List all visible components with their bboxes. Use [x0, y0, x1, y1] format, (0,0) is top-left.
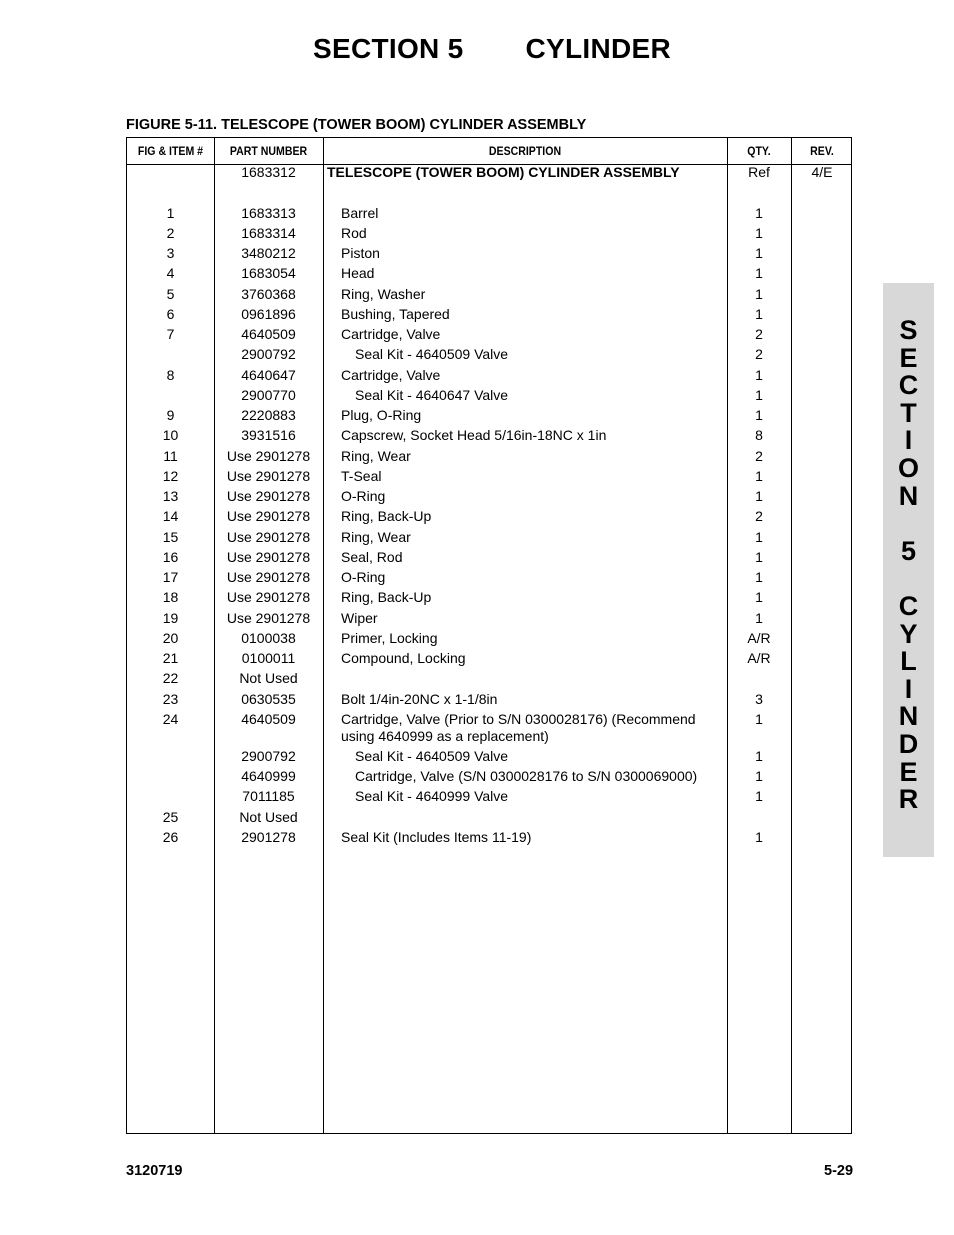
- part-number-cell: Not Used: [239, 808, 298, 825]
- item-number-cell: 7: [166, 326, 175, 342]
- part-number-cell: 2220883: [241, 407, 296, 423]
- page-number: 5-29: [824, 1163, 854, 1179]
- description-cell: Seal, Rod: [341, 548, 403, 565]
- description-cell: Ring, Washer: [341, 285, 426, 302]
- section-name: CYLINDER: [525, 33, 672, 64]
- part-number-cell: 2900792: [241, 346, 296, 363]
- table-row: [127, 529, 851, 549]
- table-row: [127, 407, 851, 427]
- description-cell: Head: [341, 265, 375, 282]
- part-number-cell: 0100038: [241, 629, 296, 646]
- qty-cell: 2: [755, 508, 763, 525]
- document-number: 3120719: [126, 1163, 183, 1179]
- description-cell: Ring, Back-Up: [341, 508, 432, 525]
- description-cell: Seal Kit - 4640999 Valve: [355, 788, 509, 805]
- part-number-cell: Use 2901278: [226, 447, 311, 464]
- description-cell: Seal Kit - 4640509 Valve: [355, 747, 509, 764]
- table-row: [127, 569, 851, 589]
- item-number-cell: 26: [162, 828, 179, 845]
- part-number-cell: 7011185: [242, 788, 295, 805]
- table-header: [127, 138, 851, 165]
- qty-cell: 1: [755, 224, 763, 241]
- header-fig-item: FIG & ITEM #: [137, 144, 204, 158]
- qty-cell: 1: [755, 204, 763, 221]
- table-row: [127, 205, 851, 225]
- part-number-cell: 4640509: [241, 326, 296, 342]
- qty-cell: 1: [755, 589, 763, 606]
- qty-cell: 1: [755, 548, 763, 565]
- part-number-cell: 3760368: [241, 285, 296, 302]
- part-number-cell: Use 2901278: [226, 609, 311, 626]
- item-number-cell: 12: [162, 467, 179, 484]
- table-row: [127, 589, 851, 609]
- side-tab-letter: 5: [900, 535, 917, 566]
- item-number-cell: 6: [166, 305, 175, 322]
- description-cell: O-Ring: [341, 488, 386, 504]
- description-cell: Piston: [341, 245, 380, 261]
- table-row: [127, 367, 851, 387]
- table-row: [127, 245, 851, 265]
- side-tab-letter: L: [900, 646, 917, 677]
- side-tab-letter: T: [900, 397, 917, 428]
- item-number-cell: 5: [166, 285, 175, 302]
- side-tab-letter: E: [899, 342, 918, 373]
- table-row: [127, 610, 851, 630]
- description-cell: Cartridge, Valve: [341, 326, 441, 342]
- table-body: [127, 164, 851, 849]
- side-tab-letter: R: [898, 784, 919, 815]
- item-number-cell: 25: [162, 808, 179, 825]
- qty-cell: A/R: [747, 629, 771, 646]
- description-cell: Cartridge, Valve (S/N 0300028176 to S/N 0300069000): [355, 768, 698, 784]
- side-tab-letter: I: [904, 425, 913, 456]
- parts-table: [126, 137, 852, 1134]
- description-cell: Plug, O-Ring: [341, 407, 422, 423]
- item-number-cell: 2: [166, 224, 175, 241]
- qty-cell: 1: [755, 710, 763, 727]
- item-number-cell: 13: [162, 488, 179, 504]
- description-cell: Compound, Locking: [341, 650, 466, 666]
- table-row: [127, 164, 851, 184]
- table-row: [127, 468, 851, 488]
- side-tab-letter: C: [898, 370, 919, 401]
- side-tab-letter: N: [898, 701, 919, 732]
- header-rev: REV.: [810, 144, 834, 158]
- qty-cell: 1: [755, 265, 763, 282]
- part-number-cell: 0961896: [241, 305, 296, 322]
- table-row: [127, 691, 851, 711]
- qty-cell: 1: [755, 747, 763, 764]
- section-side-tab: [883, 283, 934, 857]
- description-cell: Ring, Wear: [341, 528, 411, 545]
- description-cell: Ring, Wear: [341, 447, 411, 464]
- figure-title: FIGURE 5-11. TELESCOPE (TOWER BOOM) CYLINDER ASSEMBLY: [126, 117, 587, 133]
- part-number-cell: Use 2901278: [226, 589, 311, 606]
- part-number-cell: 4640999: [241, 768, 296, 784]
- item-number-cell: 21: [162, 650, 179, 666]
- item-number-cell: 10: [162, 427, 179, 444]
- table-row: [127, 650, 851, 670]
- table-row: [127, 549, 851, 569]
- part-number-cell: 1683313: [241, 204, 296, 221]
- table-row: [127, 326, 851, 346]
- side-tab-letter: E: [899, 756, 918, 787]
- qty-cell: 1: [755, 528, 763, 545]
- table-row: [127, 225, 851, 245]
- description-cell: Wiper: [341, 609, 378, 626]
- item-number-cell: 4: [166, 265, 175, 282]
- side-tab-letters: [883, 317, 934, 814]
- item-number-cell: 11: [163, 447, 178, 464]
- qty-cell: 1: [755, 366, 763, 383]
- table-row: [127, 768, 851, 788]
- part-number-cell: 1683314: [241, 224, 296, 241]
- description-cell: Seal Kit - 4640647 Valve: [355, 386, 509, 403]
- part-number-cell: 1683054: [241, 265, 296, 282]
- item-number-cell: 19: [162, 609, 179, 626]
- qty-cell: 1: [755, 788, 763, 805]
- page-title: [313, 33, 671, 65]
- qty-cell: 1: [755, 305, 763, 322]
- side-tab-letter: N: [898, 480, 919, 511]
- qty-cell: 1: [755, 609, 763, 626]
- table-row: [127, 508, 851, 528]
- rev-cell: 4/E: [811, 164, 833, 180]
- item-number-cell: 14: [162, 508, 179, 525]
- qty-cell: 1: [755, 467, 763, 484]
- item-number-cell: 17: [162, 569, 179, 585]
- item-number-cell: 24: [162, 710, 179, 727]
- qty-cell: A/R: [747, 650, 771, 666]
- side-tab-letter: I: [904, 673, 913, 704]
- side-tab-letter: [883, 510, 934, 538]
- header-description: DESCRIPTION: [488, 144, 562, 158]
- qty-cell: 1: [755, 828, 763, 845]
- table-row: [127, 829, 851, 849]
- part-number-cell: Use 2901278: [226, 569, 311, 585]
- part-number-cell: Use 2901278: [226, 508, 311, 525]
- part-number-cell: 4640647: [241, 366, 296, 383]
- qty-cell: 1: [755, 407, 763, 423]
- part-number-cell: Not Used: [239, 670, 298, 687]
- qty-cell: 1: [755, 386, 763, 403]
- table-row: [127, 427, 851, 447]
- item-number-cell: 8: [166, 366, 175, 383]
- table-row: [127, 630, 851, 650]
- table-row: [127, 809, 851, 829]
- description-cell: TELESCOPE (TOWER BOOM) CYLINDER ASSEMBLY: [327, 164, 680, 180]
- table-row: [127, 788, 851, 808]
- side-tab-letter: Y: [899, 618, 918, 649]
- table-row: [127, 387, 851, 407]
- item-number-cell: 18: [162, 589, 179, 606]
- description-cell: Primer, Locking: [341, 629, 438, 646]
- table-row: [127, 184, 851, 204]
- description-cell: Rod: [341, 224, 367, 241]
- side-tab-letter: O: [897, 452, 919, 483]
- part-number-cell: Use 2901278: [226, 488, 311, 504]
- item-number-cell: 16: [162, 548, 179, 565]
- part-number-cell: 3480212: [241, 245, 296, 261]
- table-row: [127, 488, 851, 508]
- side-tab-letter: C: [898, 590, 919, 621]
- section-label: SECTION 5: [313, 33, 464, 64]
- qty-cell: 8: [755, 427, 763, 444]
- item-number-cell: 20: [162, 629, 179, 646]
- table-row: [127, 306, 851, 326]
- qty-cell: 2: [755, 346, 763, 363]
- part-number-cell: 2901278: [241, 828, 296, 845]
- part-number-cell: Use 2901278: [226, 548, 311, 565]
- description-cell: Seal Kit - 4640509 Valve: [355, 346, 509, 363]
- part-number-cell: 0630535: [241, 690, 296, 707]
- qty-cell: 1: [755, 285, 763, 302]
- description-cell: Cartridge, Valve: [341, 366, 441, 383]
- part-number-cell: Use 2901278: [226, 467, 311, 484]
- qty-cell: Ref: [748, 164, 770, 180]
- table-row: [127, 670, 851, 690]
- description-cell: Ring, Back-Up: [341, 589, 432, 606]
- side-tab-letter: S: [899, 315, 918, 345]
- description-cell: Barrel: [341, 204, 379, 221]
- part-number-cell: 4640509: [241, 710, 296, 727]
- qty-cell: 2: [755, 326, 763, 342]
- item-number-cell: 9: [166, 407, 175, 423]
- description-cell: O-Ring: [341, 569, 386, 585]
- side-tab-letter: [883, 565, 934, 593]
- part-number-cell: Use 2901278: [226, 528, 311, 545]
- item-number-cell: 22: [162, 670, 179, 687]
- header-part-number: PART NUMBER: [229, 144, 308, 158]
- table-row: [127, 748, 851, 768]
- description-cell: Capscrew, Socket Head 5/16in-18NC x 1in: [341, 427, 607, 444]
- table-row: [127, 286, 851, 306]
- part-number-cell: 2900770: [241, 386, 296, 403]
- table-row: [127, 265, 851, 285]
- header-qty: QTY.: [747, 144, 771, 158]
- qty-cell: 2: [755, 447, 763, 464]
- item-number-cell: 3: [166, 245, 175, 261]
- qty-cell: 3: [755, 690, 763, 707]
- qty-cell: 1: [755, 488, 763, 504]
- description-cell: T-Seal: [341, 467, 382, 484]
- description-cell: Bushing, Tapered: [341, 305, 450, 322]
- item-number-cell: 15: [162, 528, 179, 545]
- side-tab-letter: D: [898, 728, 919, 759]
- part-number-cell: 0100011: [241, 650, 296, 666]
- part-number-cell: 1683312: [241, 164, 296, 180]
- qty-cell: 1: [755, 245, 763, 261]
- table-row: [127, 448, 851, 468]
- item-number-cell: 1: [166, 204, 175, 221]
- part-number-cell: 2900792: [241, 747, 296, 764]
- description-cell: Seal Kit (Includes Items 11-19): [341, 828, 532, 845]
- qty-cell: 1: [755, 768, 763, 784]
- table-row: [127, 711, 851, 748]
- table-row: [127, 346, 851, 366]
- part-number-cell: 3931516: [241, 427, 296, 444]
- item-number-cell: 23: [162, 690, 179, 707]
- description-cell: Bolt 1/4in-20NC x 1-1/8in: [341, 690, 498, 707]
- qty-cell: 1: [755, 569, 763, 585]
- description-cell: Cartridge, Valve (Prior to S/N 0300028176) (Recommend using 4640999 as a replacement): [341, 710, 696, 744]
